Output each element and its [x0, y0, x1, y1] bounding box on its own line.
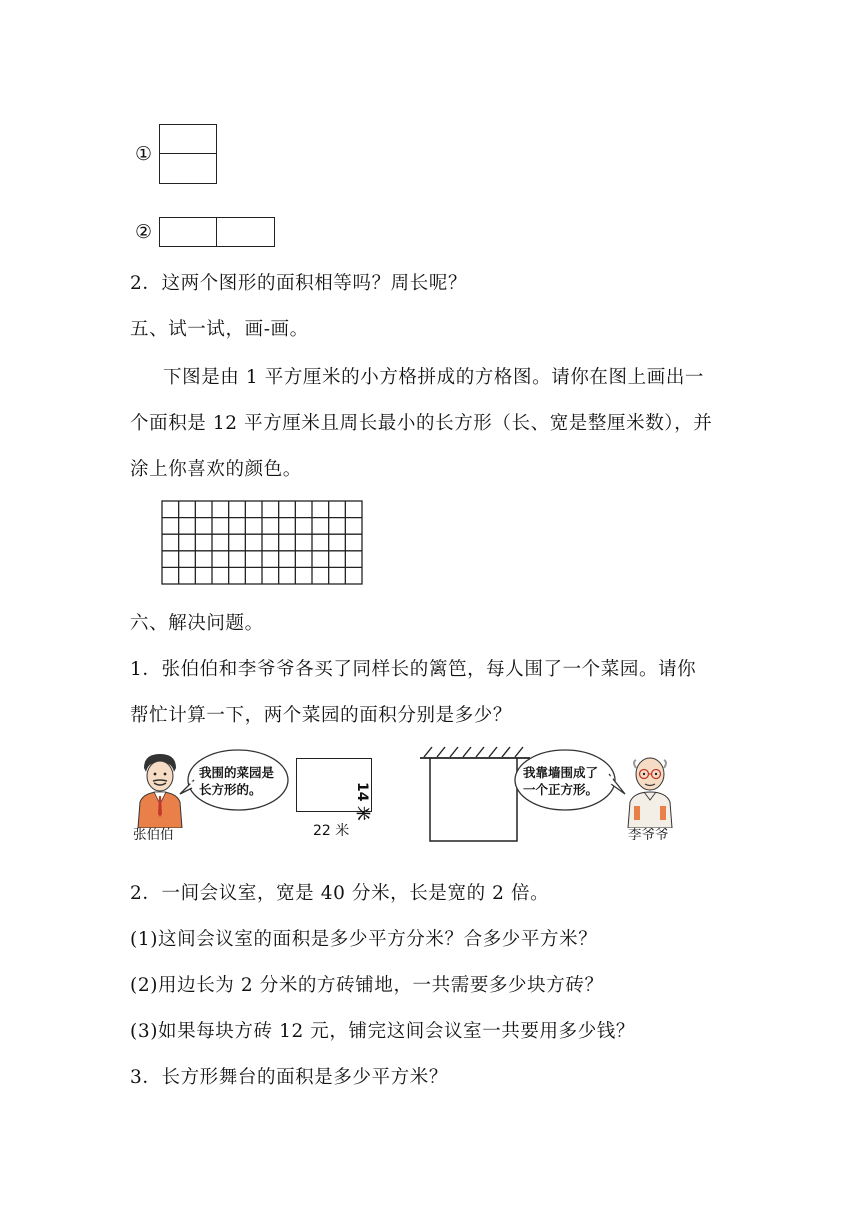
section-5-text-line-1: 下图是由 1 平方厘米的小方格拼成的方格图。请你在图上画出一: [163, 367, 705, 388]
square-garden: [428, 757, 520, 843]
section-5-heading: 五、试一试，画-画。: [130, 319, 309, 340]
question-6-2: 2．一间会议室，宽是 40 分米，长是宽的 2 倍。: [130, 883, 550, 904]
grandpa-li-name: 李爷爷: [628, 827, 669, 843]
question-6-1-line-2: 帮忙计算一下，两个菜园的面积分别是多少？: [130, 705, 513, 726]
question-6-2-1: (1)这间会议室的面积是多少平方分米？合多少平方米？: [130, 929, 598, 950]
figure-2-label: ②: [135, 221, 153, 243]
section-5-text-line-2: 个面积是 12 平方厘米且周长最小的长方形（长、宽是整厘米数），并: [130, 413, 713, 434]
figure-1-label: ①: [135, 143, 153, 165]
figure-1-divider: [160, 153, 216, 154]
right-bubble-line-2: 一个正方形。: [523, 782, 599, 797]
section-6-heading: 六、解决问题。: [130, 613, 264, 634]
figure-2-shape: [159, 217, 275, 247]
rectangle-height-label: 14 米: [354, 782, 370, 821]
question-6-1-line-1: 1．张伯伯和李爷爷各买了同样长的篱笆，每人围了一个菜园。请你: [130, 659, 697, 680]
question-6-2-2: (2)用边长为 2 分米的方砖铺地，一共需要多少块方砖？: [130, 975, 604, 996]
grandpa-li-avatar: [624, 752, 676, 828]
question-6-3: 3．长方形舞台的面积是多少平方米？: [130, 1067, 448, 1088]
figure-1-shape: [159, 124, 217, 184]
square-grid[interactable]: [161, 500, 365, 586]
left-bubble-line-1: 我围的菜园是: [199, 765, 275, 780]
question-4-2: 2．这两个图形的面积相等吗？周长呢？: [130, 273, 468, 294]
figure-2-divider: [216, 218, 217, 246]
right-bubble-line-1: 我靠墙围成了: [523, 765, 599, 780]
rectangle-width-label: 22 米: [313, 823, 350, 839]
question-6-2-3: (3)如果每块方砖 12 元，铺完这间会议室一共要用多少钱？: [130, 1021, 636, 1042]
left-bubble-text: [199, 764, 274, 798]
left-bubble-line-2: 长方形的。: [199, 782, 262, 797]
uncle-zhang-name: 张伯伯: [133, 827, 174, 843]
section-5-text-line-3: 涂上你喜欢的颜色。: [130, 459, 302, 480]
right-bubble-text: [523, 764, 598, 798]
